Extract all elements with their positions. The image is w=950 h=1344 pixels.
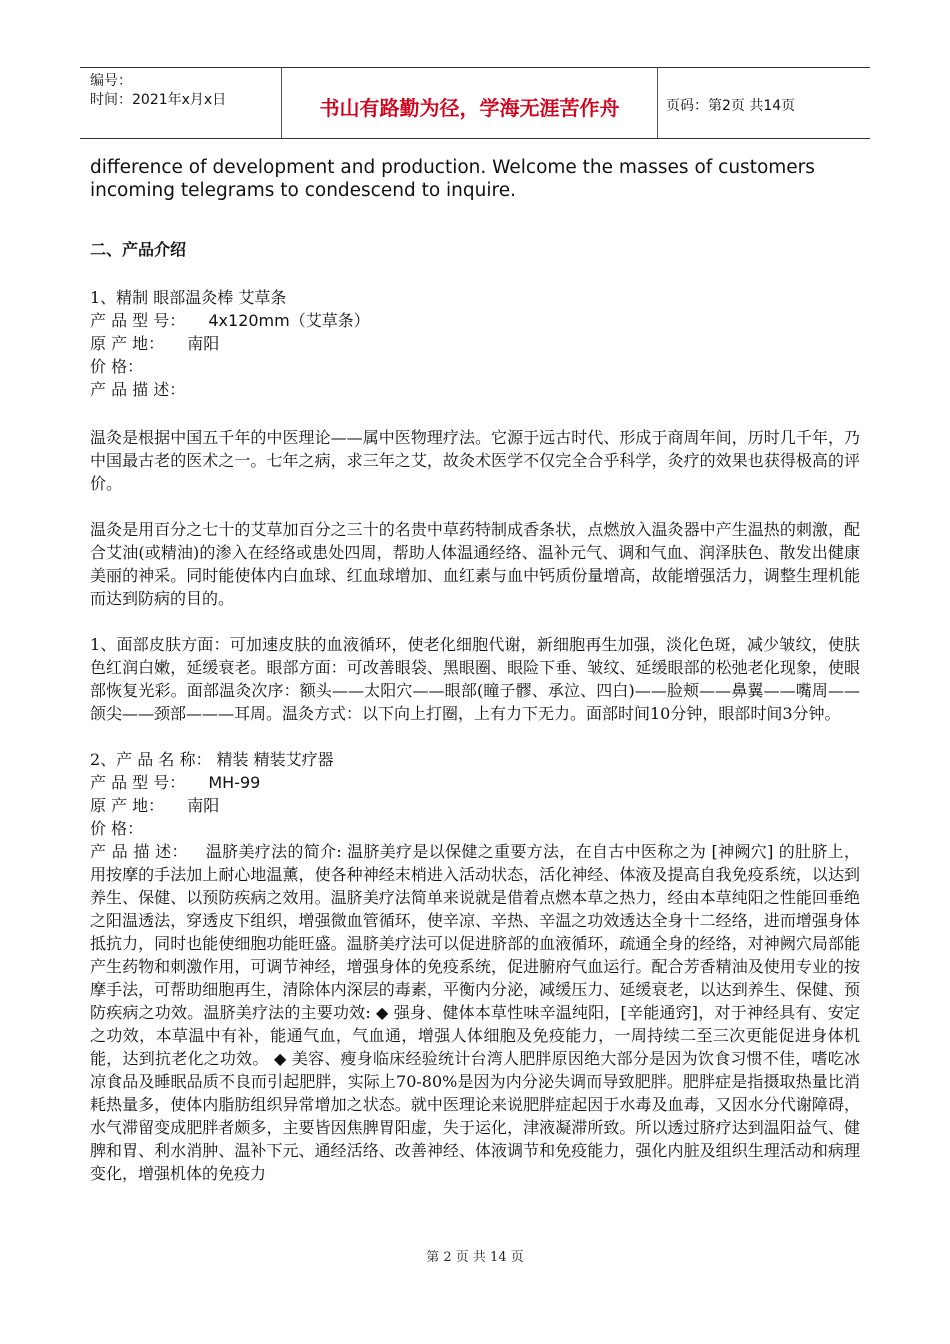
desc-label: 产 品 描 述： xyxy=(90,842,188,861)
price-label: 价 格： xyxy=(90,819,144,838)
origin-label: 原 产 地： xyxy=(90,334,165,353)
product-1-origin-row xyxy=(90,332,860,355)
model-label: 产 品 型 号： xyxy=(90,773,186,792)
product-2-origin-row xyxy=(90,794,860,817)
origin-label: 原 产 地： xyxy=(90,796,165,815)
section-title: 二、产品介绍 xyxy=(90,240,187,259)
desc-label: 产 品 描 述： xyxy=(90,380,186,399)
model-value: MH-99 xyxy=(208,773,261,792)
intro-english: difference of development and production. Welcome the masses of customers incoming telegrams to condescend to inquire. xyxy=(90,157,815,201)
date-label: 时间：2021年x月x日 xyxy=(90,92,227,108)
page-header xyxy=(80,67,870,139)
header-meta xyxy=(80,68,282,138)
serial-label: 编号： xyxy=(90,73,132,89)
document-body xyxy=(90,156,860,1185)
price-label: 价 格： xyxy=(90,357,144,376)
product-1-desc-row xyxy=(90,378,860,401)
header-motto: 书山有路勤为径，学海无涯苦作舟 xyxy=(282,68,658,138)
product-1-price-row xyxy=(90,355,860,378)
paragraph-3: 1、面部皮肤方面：可加速皮肤的血液循环，使老化细胞代谢，新细胞再生加强，淡化色斑，减少皱纹，使肤色红润白嫩，延缓衰老。眼部方面：可改善眼袋、黑眼圈、眼险下垂、皱纹、延缓眼部的松弛老化现象，使眼部恢复光彩。面部温灸次序：额头——太阳穴——眼部(瞳子髎、承泣、四白)——脸颊——鼻翼——嘴周——颌尖——颈部———耳周。温灸方式：以下向上打圈，上有力下无力。面部时间10分钟，眼部时间3分钟。 xyxy=(90,635,860,723)
product-2-price-row xyxy=(90,817,860,840)
paragraph-1: 温灸是根据中国五千年的中医理论——属中医物理疗法。它源于远古时代、形成于商周年间，历时几千年，乃中国最古老的医术之一。七年之病，求三年之艾，故灸术医学不仅完全合乎科学，灸疗的效果也获得极高的评价。 xyxy=(90,428,860,493)
model-label: 产 品 型 号： xyxy=(90,311,186,330)
product-2-description xyxy=(90,840,860,1185)
origin-value: 南阳 xyxy=(187,796,220,815)
page-footer: 第 2 页 共 14 页 xyxy=(426,1250,524,1265)
desc-text: 温脐美疗法的简介: 温脐美疗是以保健之重要方法，在自古中医称之为 [神阙穴] 的肚脐上，用按摩的手法加上耐心地温薰，使各种神经末梢进入活动状态，活化神经、体液及提高自我免疫系统，以达到养生、保健、以预防疾病之效用。温脐美疗法简单来说就是借着点燃本草之热力，经由本草纯阳之性能回垂绝之阳温透法，穿透皮下组织，增强微血管循环，使辛凉、辛热、辛温之功效透达全身十二经络，进而增强身体抵抗力，同时也能使细胞功能旺盛。温脐美疗法可以促进脐部的血液循环，疏通全身的经络，对神阙穴局部能产生药物和刺激作用，可调节神经，增强身体的免疫系统，促进腑府气血运行。配合芳香精油及使用专业的按摩手法，可帮助细胞再生，清除体内深层的毒素，平衡内分泌，减缓压力、延缓衰老，以达到养生、保健、预防疾病之功效。温脐美疗法的主要功效: ◆ 强身、健体本草性味辛温纯阳，[辛能通窍]，对于神经具有、安定之功效，本草温中有补，能通气血，气血通，增强人体细胞及免疫能力，一周持续二至三次更能促进身体机能，达到抗老化之功效。 ◆ 美容、瘦身临床经验统计台湾人肥胖原因绝大部分是因为饮食习惯不佳，嗜吃冰凉食品及睡眠品质不良而引起肥胖，实际上70-80%是因为内分泌失调而导致肥胖。肥胖症是指摄取热量比消耗热量多，使体内脂肪组织异常增加之状态。就中医理论来说肥胖症起因于水毒及血毒，又因水分代谢障碍，水气滞留变成肥胖者颇多，主要皆因焦脾胃阳虚，失于运化，津液凝滞所致。所以透过脐疗达到温阳益气、健脾和胃、利水消肿、温补下元、通经活络、改善神经、体液调节和免疫能力，强化内脏及组织生理活动和病理变化，增强机体的免疫力 xyxy=(90,842,860,1183)
header-page-info: 页码：第2页 共14页 xyxy=(666,98,796,114)
product-1-model-row xyxy=(90,309,860,332)
product-1-title: 1、精制 眼部温灸棒 艾草条 xyxy=(90,288,287,307)
product-2-title: 2、产 品 名 称： 精装 精装艾疗器 xyxy=(90,750,334,769)
product-2 xyxy=(90,748,860,1185)
origin-value: 南阳 xyxy=(187,334,220,353)
product-2-model-row xyxy=(90,771,860,794)
product-1 xyxy=(90,286,860,401)
model-value: 4x120mm（艾草条） xyxy=(208,311,370,330)
paragraph-2: 温灸是用百分之七十的艾草加百分之三十的名贵中草药特制成香条状，点燃放入温灸器中产生温热的刺激，配合艾油(或精油)的渗入在经络或患处四周，帮助人体温通经络、温补元气、调和气血、润泽肤色、散发出健康美丽的神采。同时能使体内白血球、红血球增加、血红素与血中钙质份量增高，故能增强活力，调整生理机能而达到防病的目的。 xyxy=(90,520,860,608)
